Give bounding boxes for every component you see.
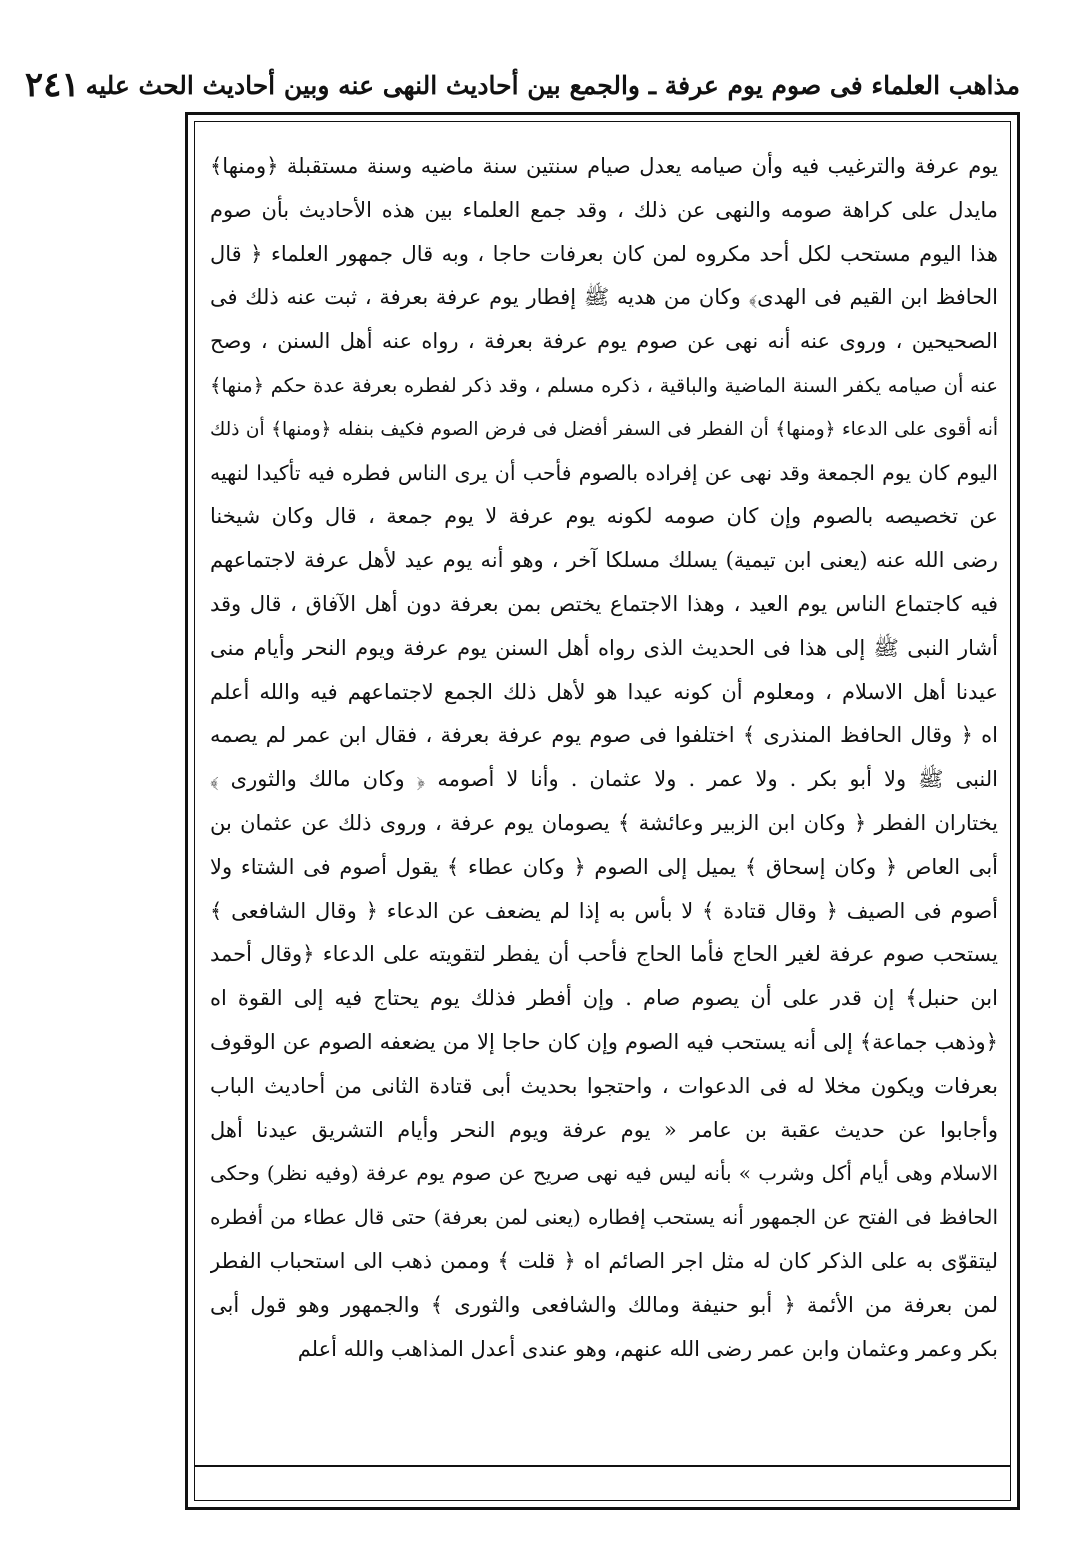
text-line: أبى العاص ﴿ وكان إسحاق ﴾ يميل إلى الصوم ﴿ وكان عطاء ﴾ يقول أصوم فى الشتاء ولا <box>210 854 998 879</box>
running-header <box>24 60 1020 110</box>
text-line: يختاران الفطر ﴿ وكان ابن الزبير وعائشة ﴾ يصومان يوم عرفة ، وروى ذلك عن عثمان بن <box>210 810 998 835</box>
text-line: أشار النبى ﷺ إلى هذا فى الحديث الذى رواه أهل السنن يوم عرفة ويوم النحر وأيام منى <box>210 635 998 660</box>
text-line: النبى ﷺ ولا أبو بكر . ولا عمر . ولا عثمان . وأنا لا أصومه ﴿ وكان مالك والثورى ﴾ <box>210 767 998 792</box>
text-line: فيه كاجتماع الناس يوم العيد ، وهذا الاجتماع يختص بمن بعرفة دون أهل الآفاق ، قال وقد <box>210 591 998 616</box>
text-line: أنه أقوى على الدعاء ﴿ومنها﴾ أن الفطر فى السفر أفضل فى فرض الصوم فكيف بنفله ﴿ومنها﴾ أن ذلك <box>210 418 998 440</box>
text-line: هذا اليوم مستحب لكل أحد مكروه لمن كان بعرفات حاجا ، وبه قال جمهور العلماء ﴿ قال <box>210 241 998 266</box>
text-line: رضى الله عنه (يعنى ابن تيمية) يسلك مسلكا آخر ، وهو أنه يوم عيد لأهل عرفة لاجتماعهم <box>210 548 998 573</box>
text-line: الاسلام وهى أيام أكل وشرب » بأنه ليس فيه نهى صريح عن صوم يوم عرفة (وفيه نظر) وحكى <box>210 1161 998 1186</box>
text-line: مايدل على كراهة صومه والنهى عن ذلك ، وقد جمع العلماء بين هذه الأحاديث بأن صوم <box>210 197 998 222</box>
text-line: الصحيحين ، وروى عنه أنه نهى عن صوم يوم عرفة بعرفة ، رواه عنه أهل السنن ، وصح <box>210 329 998 354</box>
text-line: الحافظ ابن القيم فى الهدى﴾ وكان من هديه ﷺ إفطار يوم عرفة بعرفة ، ثبت عنه ذلك فى <box>210 285 998 310</box>
header-title: مذاهب العلماء فى صوم يوم عرفة ـ والجمع بين أحاديث النهى عنه وبين أحاديث الحث عليه <box>85 70 1020 100</box>
text-line: الحافظ فى الفتح عن الجمهور أنه يستحب إفطاره (يعنى لمن بعرفة) حتى قال عطاء من أفطره <box>210 1205 998 1230</box>
text-line: ﴿وذهب جماعة﴾ إلى أنه يستحب فيه الصوم وإن كان حاجا إلا من يضعفه الصوم عن الوقوف <box>210 1029 998 1054</box>
body-text <box>210 145 998 1371</box>
text-line: وأجابوا عن حديث عقبة بن عامر « يوم عرفة ويوم النحر وأيام التشريق عيدنا أهل <box>210 1117 998 1142</box>
text-line: اه ﴿ وقال الحافظ المنذرى ﴾ اختلفوا فى صوم يوم عرفة بعرفة ، فقال ابن عمر لم يصمه <box>210 723 998 748</box>
text-line: لمن بعرفة من الأئمة ﴿ أبو حنيفة ومالك والشافعى والثورى ﴾ والجمهور وهو قول أبى <box>210 1292 998 1317</box>
text-line: يستحب صوم عرفة لغير الحاج فأما الحاج فأحب أن يفطر لتقويته على الدعاء ﴿وقال أحمد <box>210 942 998 967</box>
footer-rule <box>194 1465 1011 1467</box>
text-line: عن تخصيصه بالصوم وإن كان صومه لكونه يوم عرفة لا يوم جمعة ، قال وكان شيخنا <box>210 504 998 529</box>
text-line: ابن حنبل﴾ إن قدر على أن يصوم صام . وإن أفطر فذلك يوم يحتاج فيه إلى القوة اه <box>210 986 998 1011</box>
text-line: بعرفات ويكون مخلا له فى الدعوات ، واحتجوا بحديث أبى قتادة الثانى من أحاديث الباب <box>210 1073 998 1098</box>
text-line: اليوم كان يوم الجمعة وقد نهى عن إفراده بالصوم فأحب أن يرى الناس فطره فيه تأكيدا لنهيه <box>210 460 998 485</box>
text-line: يوم عرفة والترغيب فيه وأن صيامه يعدل صيام سنتين سنة ماضيه وسنة مستقبلة ﴿ومنها﴾ <box>210 154 998 178</box>
text-line: عيدنا أهل الاسلام ، ومعلوم أن كونه عيدا هو لأهل ذلك الجمع لاجتماعهم فيه والله أعلم <box>210 679 998 704</box>
text-line: أصوم فى الصيف ﴿ وقال قتادة ﴾ لا بأس به إذا لم يضعف عن الدعاء ﴿ وقال الشافعى ﴾ <box>210 898 998 923</box>
text-line: عنه أن صيامه يكفر السنة الماضية والباقية ، ذكره مسلم ، وقد ذكر لفطره بعرفة عدة حكم ﴿منها﴾ <box>210 373 998 397</box>
text-line: بكر وعمر وعثمان وابن عمر رضى الله عنهم، وهو عندى أعدل المذاهب والله أعلم <box>297 1336 998 1361</box>
text-line: ليتقوّى به على الذكر كان له مثل اجر الصائم اه ﴿ قلت ﴾ وممن ذهب الى استحباب الفطر <box>210 1248 998 1273</box>
page-number: ٢٤١ <box>24 65 80 105</box>
